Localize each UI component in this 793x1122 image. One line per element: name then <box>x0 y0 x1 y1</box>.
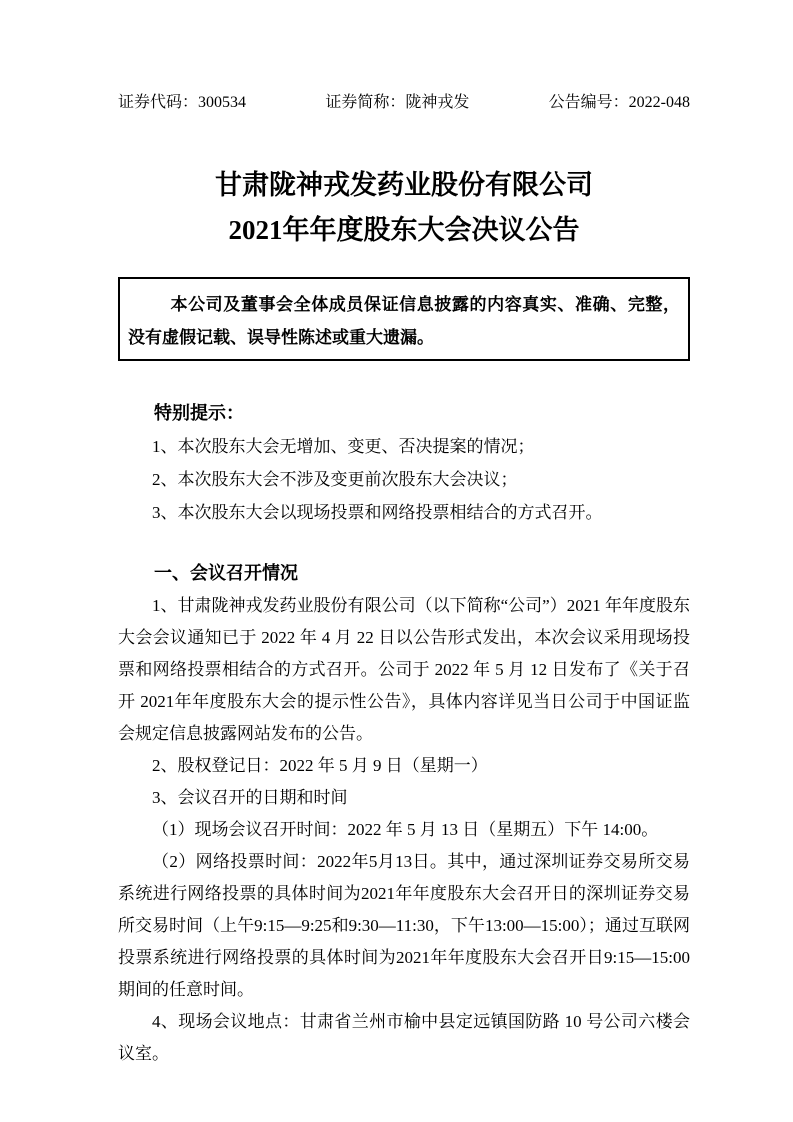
stock-code: 证券代码：300534 <box>118 94 247 111</box>
document-title-line2: 2021年年度股东大会决议公告 <box>228 215 580 245</box>
stock-short-name: 证券简称：陇神戎发 <box>325 94 470 111</box>
announcement-number: 公告编号：2022-048 <box>548 94 690 111</box>
special-notice-item: 1、本次股东大会无增加、变更、否决提案的情况； <box>152 437 535 456</box>
special-notice-item: 2、本次股东大会不涉及变更前次股东大会决议； <box>152 470 518 489</box>
paragraph-meeting-location: 4、现场会议地点：甘肃省兰州市榆中县定远镇国防路 10 号公司六楼会议室。 <box>118 1012 690 1063</box>
document-title-line1: 甘肃陇神戎发药业股份有限公司 <box>215 170 593 200</box>
document-header <box>118 93 690 113</box>
special-notice-section <box>118 397 690 529</box>
paragraph-record-date: 2、股权登记日：2022 年 5 月 9 日（星期一） <box>152 756 488 775</box>
paragraph-meeting-notice: 1、甘肃陇神戎发药业股份有限公司（以下简称“公司”）2021 年年度股东大会会议通知已于 2022 年 4 月 22 日以公告形式发出，本次会议采用现场投票和网络投票相结合的方式召开。公司于 2022 年 5 月 12 日发布了《关于召开 2021年年度股东大会的提示性公告》，具体内容详见当日公司于中国证监会规定信息披露网站发布的公告。 <box>118 596 690 743</box>
paragraph-onsite-time: （1）现场会议召开时间：2022 年 5 月 13 日（星期五）下午 14:00。 <box>152 820 659 839</box>
meeting-convening-section <box>118 557 690 1070</box>
special-notice-item: 3、本次股东大会以现场投票和网络投票相结合的方式召开。 <box>152 503 603 522</box>
paragraph-meeting-datetime: 3、会议召开的日期和时间 <box>152 788 348 807</box>
special-notice-heading: 特别提示： <box>154 403 244 423</box>
disclaimer-text: 本公司及董事会全体成员保证信息披露的内容真实、准确、完整，没有虚假记载、误导性陈述或重大遗漏。 <box>128 295 680 347</box>
paragraph-online-voting-time: （2）网络投票时间：2022年5月13日。其中，通过深圳证券交易所交易系统进行网络投票的具体时间为2021年年度股东大会召开日的深圳证券交易所交易时间（上午9:15—9:25和9:30—11:30，下午13:00—15:00）；通过互联网投票系统进行网络投票的具体时间为2021年年度股东大会召开日9:15—15:00期间的任意时间。 <box>118 852 690 999</box>
disclaimer-box <box>118 277 690 361</box>
document-title <box>118 163 690 253</box>
section-heading: 一、会议召开情况 <box>154 563 298 583</box>
